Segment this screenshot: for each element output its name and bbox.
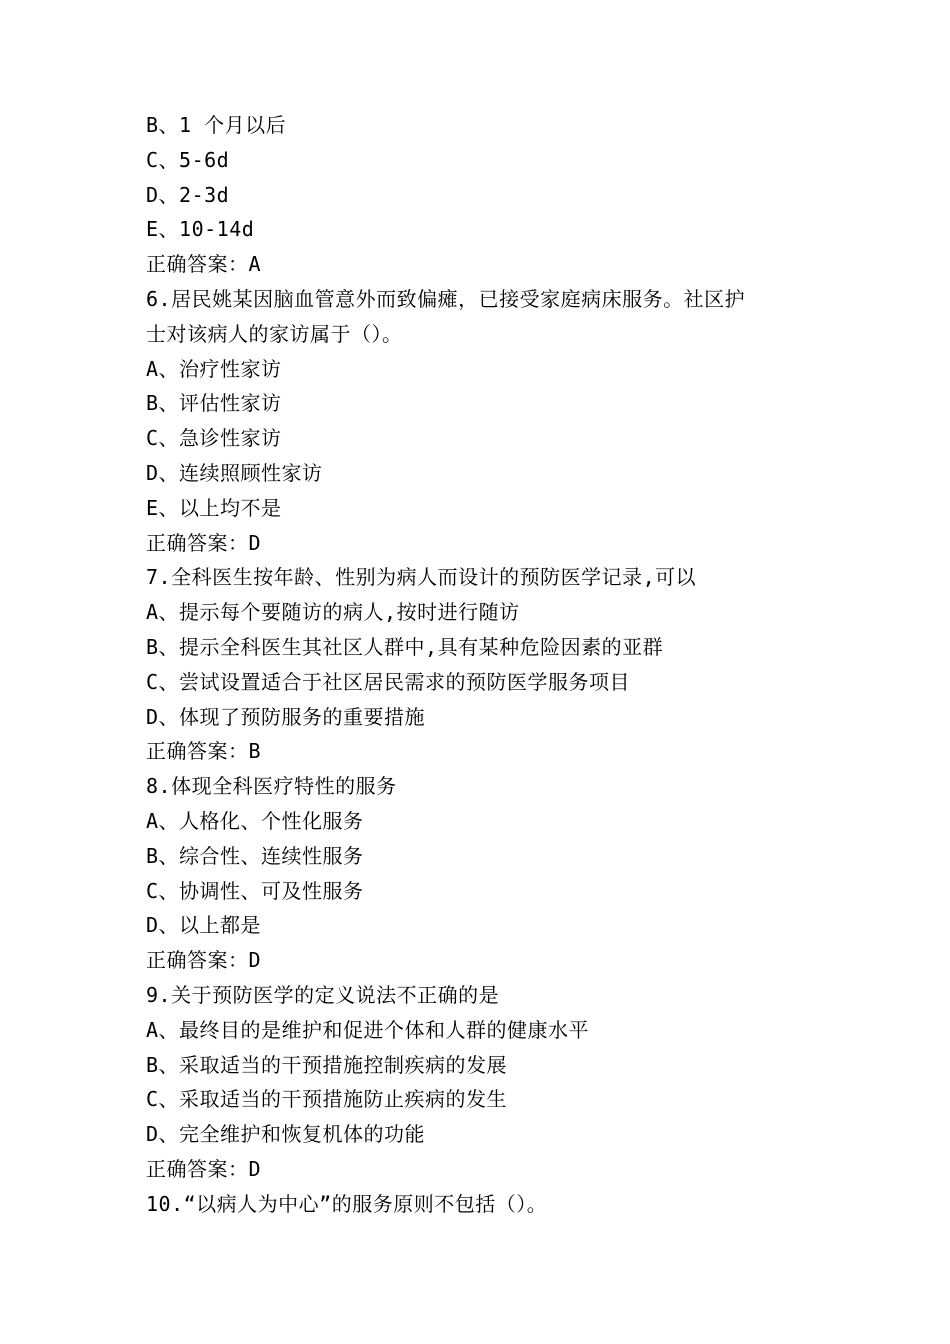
option-line: C、协调性、可及性服务 bbox=[146, 878, 364, 903]
option-line: C、尝试设置适合于社区居民需求的预防医学服务项目 bbox=[146, 669, 631, 694]
option-line: D、完全维护和恢复机体的功能 bbox=[146, 1122, 426, 1147]
option-line: B、综合性、连续性服务 bbox=[146, 843, 364, 868]
option-line: C、5-6d bbox=[146, 147, 230, 172]
option-line: A、治疗性家访 bbox=[146, 356, 282, 381]
option-line: D、2-3d bbox=[146, 182, 230, 207]
question-line: 士对该病人的家访属于（）。 bbox=[146, 321, 403, 346]
question-line: 6.居民姚某因脑血管意外而致偏瘫，已接受家庭病床服务。社区护 bbox=[146, 286, 746, 311]
option-line: B、提示全科医生其社区人群中,具有某种危险因素的亚群 bbox=[146, 634, 664, 659]
option-line: E、以上均不是 bbox=[146, 495, 282, 520]
option-line: A、提示每个要随访的病人,按时进行随访 bbox=[146, 600, 520, 625]
answer-line: 正确答案：D bbox=[146, 1156, 262, 1181]
option-line: A、人格化、个性化服务 bbox=[146, 808, 364, 833]
document-page bbox=[146, 108, 826, 1222]
answer-line: 正确答案：D bbox=[146, 948, 262, 973]
option-line: B、1 个月以后 bbox=[146, 113, 287, 137]
question-line: 10.“以病人为中心”的服务原则不包括（）。 bbox=[146, 1191, 548, 1216]
option-line: D、连续照顾性家访 bbox=[146, 460, 323, 485]
answer-line: 正确答案：D bbox=[146, 530, 262, 555]
answer-line: 正确答案：B bbox=[146, 739, 262, 764]
option-line: C、采取适当的干预措施防止疾病的发生 bbox=[146, 1087, 508, 1112]
question-line: 9.关于预防医学的定义说法不正确的是 bbox=[146, 982, 500, 1007]
option-line: B、评估性家访 bbox=[146, 391, 282, 416]
option-line: A、最终目的是维护和促进个体和人群的健康水平 bbox=[146, 1017, 590, 1042]
question-line: 7.全科医生按年龄、性别为病人而设计的预防医学记录,可以 bbox=[146, 565, 697, 590]
option-line: C、急诊性家访 bbox=[146, 426, 282, 451]
option-line: E、10-14d bbox=[146, 217, 255, 242]
option-line: D、体现了预防服务的重要措施 bbox=[146, 704, 426, 729]
option-line: D、以上都是 bbox=[146, 913, 262, 938]
question-line: 8.体现全科医疗特性的服务 bbox=[146, 774, 397, 799]
option-line: B、采取适当的干预措施控制疾病的发展 bbox=[146, 1052, 508, 1077]
answer-line: 正确答案：A bbox=[146, 252, 262, 277]
